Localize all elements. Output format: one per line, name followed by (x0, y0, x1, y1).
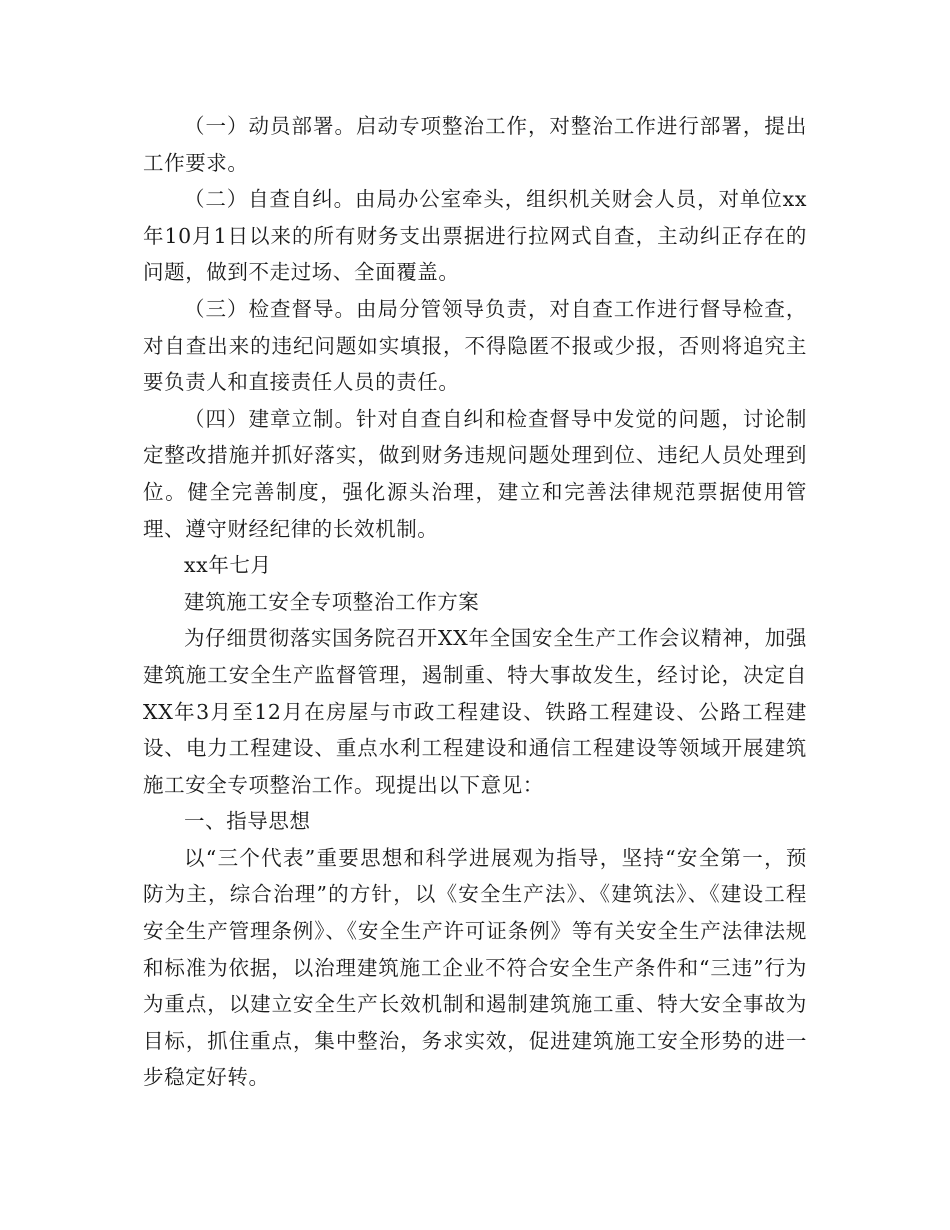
paragraph-self-inspection: （二）自查自纠。由局办公室牵头，组织机关财会人员，对单位xx年10月1日以来的所有财务支出票据进行拉网式自查，主动纠正存在的问题，做到不走过场、全面覆盖。 (143, 187, 807, 285)
section-heading-guiding-ideology: 一、指导思想 (184, 809, 311, 834)
document-body (143, 108, 807, 1096)
paragraph-guiding-ideology: 以“三个代表”重要思想和科学进展观为指导，坚持“安全第一，预防为主，综合治理”的方针，以《安全生产法》、《建筑法》、《建设工程安全生产管理条例》、《安全生产许可证条例》等有关安全生产法律法规和标准为依据，以治理建筑施工企业不符合安全生产条件和“三违”行为为重点，以建立安全生产长效机制和遏制建筑施工重、特大安全事故为目标，抓住重点，集中整治，务求实效，促进建筑施工安全形势的进一步稳定好转。 (143, 845, 807, 1090)
date-line: xx年七月 (184, 553, 272, 578)
paragraph-mobilization: （一）动员部署。启动专项整治工作，对整治工作进行部署，提出工作要求。 (143, 114, 807, 175)
paragraph-regulations: （四）建章立制。针对自查自纠和检查督导中发觉的问题，讨论制定整改措施并抓好落实，做到财务违规问题处理到位、违纪人员处理到位。健全完善制度，强化源头治理，建立和完善法律规范票据使用管理、遵守财经纪律的长效机制。 (143, 406, 807, 541)
document-title: 建筑施工安全专项整治工作方案 (184, 589, 480, 614)
paragraph-supervision: （三）检查督导。由局分管领导负责，对自查工作进行督导检查，对自查出来的违纪问题如实填报，不得隐匿不报或少报，否则将追究主要负责人和直接责任人员的责任。 (143, 296, 807, 395)
paragraph-introduction: 为仔细贯彻落实国务院召开XX年全国安全生产工作会议精神，加强建筑施工安全生产监督管理，遏制重、特大事故发生，经讨论，决定自XX年3月至12月在房屋与市政工程建设、铁路工程建设、公路工程建设、电力工程建设、重点水利工程建设和通信工程建设等领域开展建筑施工安全专项整治工作。现提出以下意见： (143, 626, 807, 797)
